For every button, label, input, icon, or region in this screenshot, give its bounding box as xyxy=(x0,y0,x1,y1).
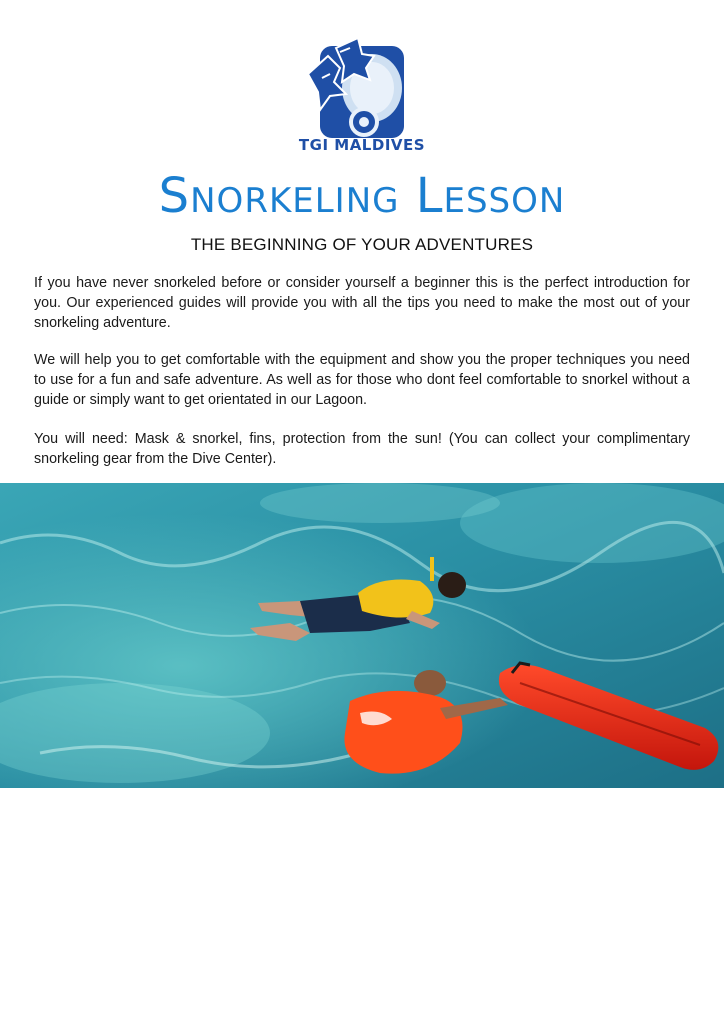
page-title: Snorkeling Lesson xyxy=(158,168,566,224)
snorkeling-photo xyxy=(0,483,724,788)
fish-mask-logo-icon xyxy=(300,34,432,152)
equipment-paragraph: We will help you to get comfortable with the equipment and show you the proper techniques you need to use for a fun and safe adventure. As well as for those who dont feel comfortable to snorkel without a guide or simply want to get orientated in our Lagoon. xyxy=(34,352,690,408)
intro-paragraph: If you have never snorkeled before or consider yourself a beginner this is the perfect introduction for you. Our experienced guides will provide you with all the tips you need to make the most out of your snorkeling adventure. xyxy=(34,275,690,331)
requirements-paragraph: You will need: Mask & snorkel, fins, protection from the sun! (You can collect your complimentary snorkeling gear from the Dive Center). xyxy=(34,431,690,467)
page-subtitle: THE BEGINNING OF YOUR ADVENTURES xyxy=(190,235,534,254)
brand-name: TGI MALDIVES xyxy=(298,136,426,154)
